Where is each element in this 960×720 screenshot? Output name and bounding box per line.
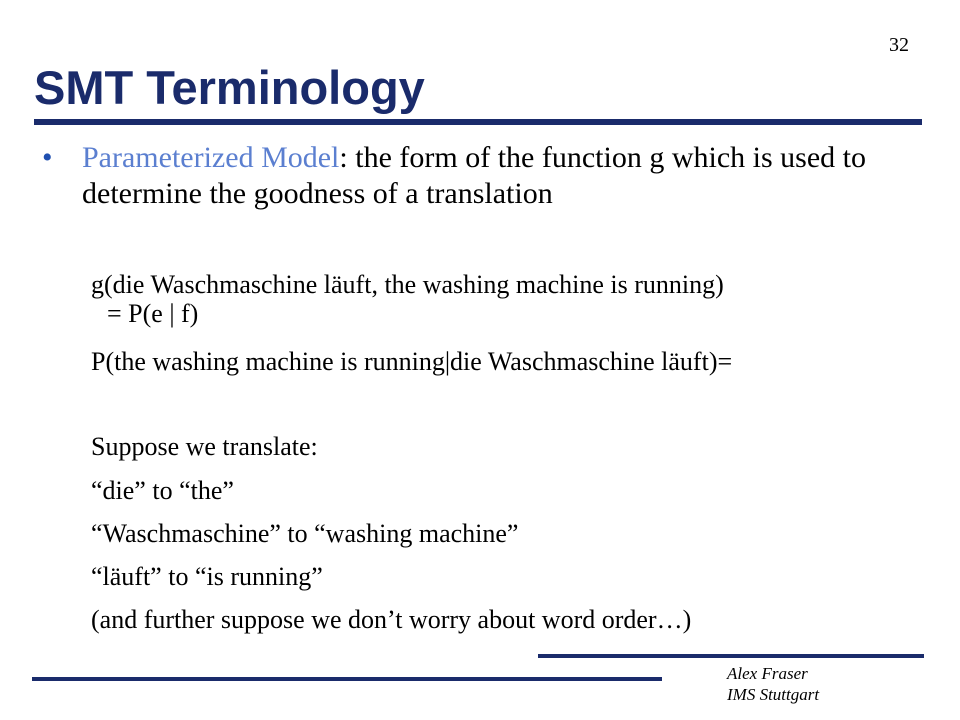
bullet-colon: : xyxy=(339,141,348,174)
mapping-line-1: “die” to “the” xyxy=(91,476,234,505)
mapping-line-3: “läuft” to “is running” xyxy=(91,562,323,591)
formula-line-2: = P(e | f) xyxy=(107,299,199,328)
mapping-line-2: “Waschmaschine” to “washing machine” xyxy=(91,519,519,548)
bullet-dot: • xyxy=(42,141,53,174)
bullet-text xyxy=(82,140,900,212)
title-underline xyxy=(34,119,922,125)
page-number: 32 xyxy=(889,34,909,56)
footer-affiliation: IMS Stuttgart xyxy=(727,685,820,704)
probability-line: P(the washing machine is running|die Waschmaschine läuft)= xyxy=(91,347,733,376)
footer-rule-right xyxy=(538,654,924,658)
note-line: (and further suppose we don’t worry about word order…) xyxy=(91,605,692,634)
main-bullet xyxy=(40,140,900,212)
footer-author: Alex Fraser xyxy=(727,664,808,683)
bullet-term: Parameterized Model xyxy=(82,141,340,174)
bullet-definition: the form of the function g which is used to determine the goodness of a translation xyxy=(82,141,866,210)
footer-rule-left xyxy=(32,677,662,681)
formula-line-1: g(die Waschmaschine läuft, the washing machine is running) xyxy=(91,270,724,299)
suppose-line: Suppose we translate: xyxy=(91,432,318,461)
slide-title: SMT Terminology xyxy=(34,61,425,114)
